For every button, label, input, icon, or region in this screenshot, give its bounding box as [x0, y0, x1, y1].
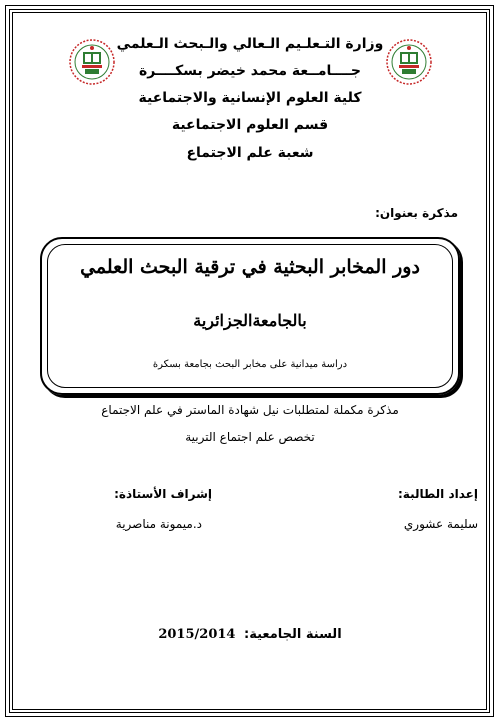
- department-line: قسم العلوم الاجتماعية: [171, 117, 329, 133]
- supervisor-label: إشراف الأستاذة:: [114, 487, 212, 501]
- degree-line: مذكرة مكملة لمتطلبات نيل شهادة الماستر في علم الاجتماع: [101, 403, 399, 417]
- academic-year: [0, 627, 500, 642]
- thesis-subtitle: بالجامعةالجزائرية: [193, 311, 307, 330]
- ministry-line: وزارة التـعلـيم الـعالي والـبحث الـعلمي: [116, 36, 384, 52]
- memo-label: مذكرة بعنوان:: [375, 206, 458, 220]
- university-line: جــــامــعة محمد خيضر بسكــــرة: [138, 63, 362, 79]
- student-name: سليمة عشوري: [403, 517, 478, 531]
- branch-line: شعبة علم الاجتماع: [186, 145, 314, 161]
- study-description: دراسة ميدانية على مخابر البحث بجامعة بسكرة: [152, 359, 348, 370]
- academic-year-label: السنة الجامعية:: [244, 627, 342, 642]
- student-label: إعداد الطالبة:: [398, 487, 478, 501]
- academic-year-value: 2015/2014: [158, 627, 236, 642]
- faculty-line: كلية العلوم الإنسانية والاجتماعية: [138, 90, 362, 106]
- specialization-line: تخصص علم اجتماع التربية: [185, 430, 315, 444]
- thesis-title: دور المخابر البحثية في ترقية البحث العلمي: [80, 256, 420, 278]
- supervisor-name: د.ميمونة مناصرية: [115, 517, 202, 531]
